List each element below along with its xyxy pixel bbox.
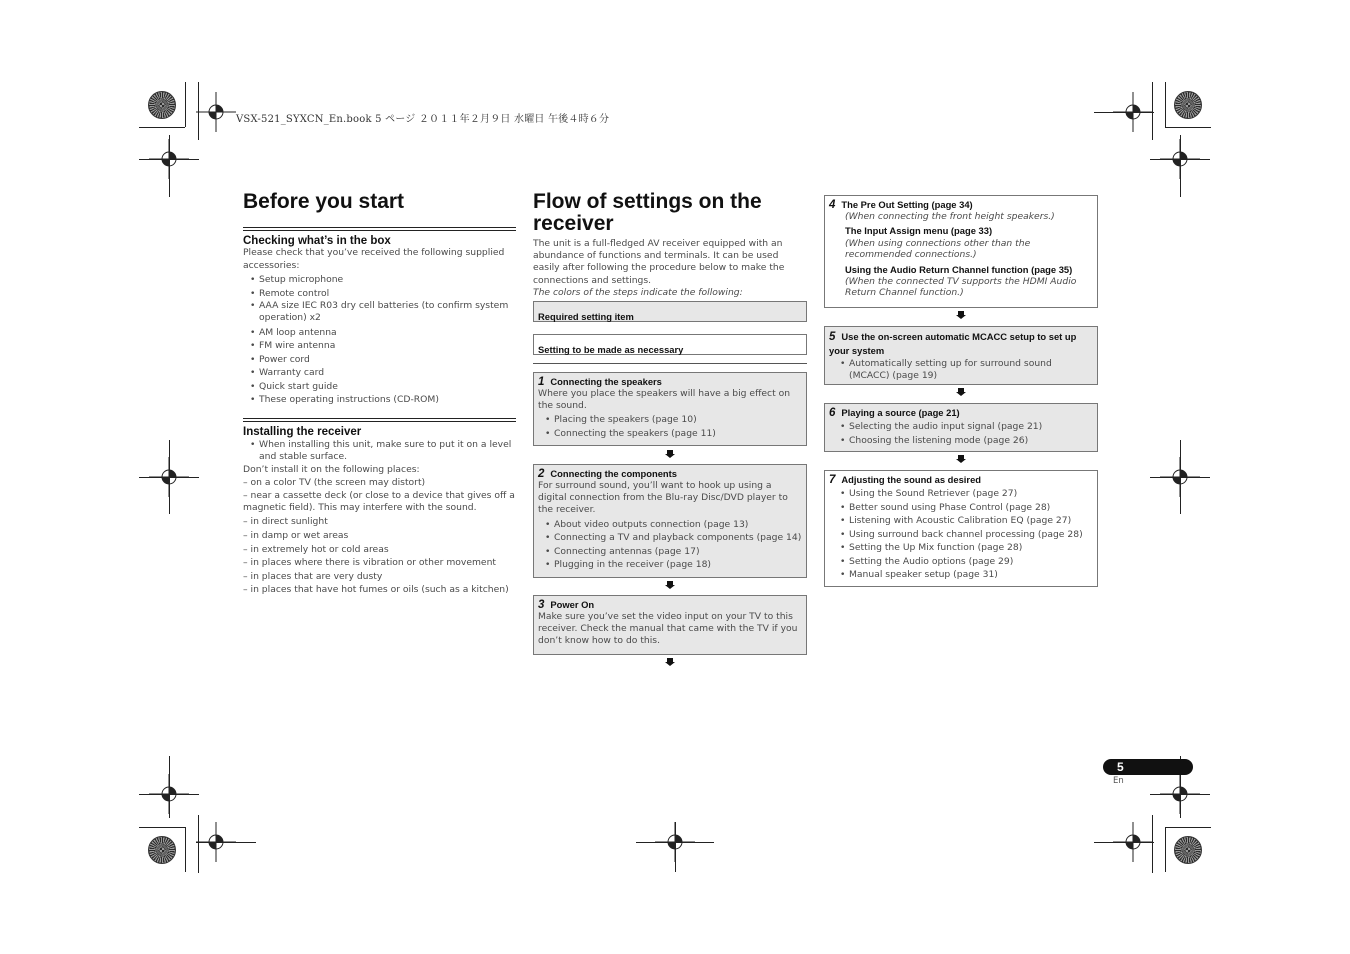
step-number: 3 [538,599,545,611]
list-item: • Connecting antennas (page 17) [554,545,802,559]
step-note: (When the connected TV supports the HDMI Audio Return Channel function.) [845,276,1077,298]
step-2 [533,464,807,578]
step-6 [824,403,1098,452]
step-title: Power On [550,599,595,610]
color-rosette-icon [148,836,176,864]
step-5 [824,326,1098,385]
step-note: (When connecting the front height speakers.) [845,211,1055,222]
step-list [538,413,802,440]
step-number: 1 [538,376,545,388]
step-title: Adjusting the sound as desired [841,474,982,485]
section-rule [243,418,516,422]
registration-target-icon [196,92,236,132]
step-title: Connecting the components [550,468,677,479]
list-item: • Selecting the audio input signal (page 21) [849,420,1093,434]
colors-note: The colors of the steps indicate the following: [533,286,743,298]
step-list [829,358,1093,382]
list-item: • Warranty card [259,366,516,380]
list-item: • Setting the Audio options (page 29) [849,555,1093,569]
color-rosette-icon [148,91,176,119]
legend-optional-label: Setting to be made as necessary [538,344,684,355]
install-bullet [243,439,516,463]
step-text: Where you place the speakers will have a big effect on the sound. [538,388,791,412]
list-item: • Placing the speakers (page 10) [554,413,802,427]
flow-title-line2: receiver [533,212,614,235]
step-number: 2 [538,468,545,480]
list-item: • FM wire antenna [259,339,516,353]
page-title: Before you start [243,190,405,213]
list-item: • AM loop antenna [259,326,516,340]
install-place: – in extremely hot or cold areas [243,543,389,555]
list-item: • Using surround back channel processing (page 28) [849,528,1093,542]
step-number: 6 [829,407,836,419]
list-item: • Power cord [259,353,516,367]
accessory-list [243,273,516,407]
list-item: • Quick start guide [259,380,516,394]
install-place: – in damp or wet areas [243,529,349,541]
install-place: – in places that have hot fumes or oils (such as a kitchen) [243,584,509,596]
legend-optional [533,334,807,355]
left-column [243,191,516,597]
middle-column-header [533,191,807,299]
step-list [538,518,802,572]
install-place: – in direct sunlight [243,516,328,528]
install-place: – on a color TV (the screen may distort) [243,477,426,489]
step-number: 4 [829,199,836,211]
list-item: • Automatically setting up for surround sound (MCACC) (page 19) [849,358,1093,382]
list-item: • When installing this unit, make sure to put it on a level and stable surface. [259,439,516,463]
list-item: • Setup microphone [259,273,516,287]
legend-required [533,301,807,322]
step-number: 7 [829,474,836,486]
step-number: 5 [829,331,836,343]
page-number: 5 [1117,760,1124,774]
install-place: – in places where there is vibration or other movement [243,557,497,569]
step-subtitle: The Input Assign menu (page 33) [845,225,993,236]
file-stamp: VSX-521_SYXCN_En.book 5 ページ ２０１１年２月９日 水曜日 午後４時６分 [236,114,610,125]
flow-intro: The unit is a full-fledged AV receiver equipped with an abundance of functions and terminals. It can be used easily after following the procedure below to make the connections and settings. [533,238,785,286]
list-item: • Setting the Up Mix function (page 28) [849,541,1093,555]
install-place: – in places that are very dusty [243,570,383,582]
step-list [829,420,1093,447]
list-item: • Connecting the speakers (page 11) [554,427,802,441]
flow-title-line1: Flow of settings on the [533,190,762,213]
list-item: • About video outputs connection (page 13) [554,518,802,532]
color-rosette-icon [1174,91,1202,119]
step-list [829,487,1093,582]
step-text: For surround sound, you’ll want to hook up using a digital connection from the Blu-ray Disc/DVD player to the receiver. [538,480,788,516]
list-item: • These operating instructions (CD-ROM) [259,393,516,407]
legend-required-label: Required setting item [538,311,634,322]
list-item: • Plugging in the receiver (page 18) [554,558,802,572]
box-intro: Please check that you’ve received the following supplied accessories: [243,247,505,271]
color-rosette-icon [1174,836,1202,864]
list-item: • Manual speaker setup (page 31) [849,568,1093,582]
list-item: • Listening with Acoustic Calibration EQ (page 27) [849,514,1093,528]
step-title: Use the on-screen automatic MCACC setup to set up your system [829,331,1077,356]
step-note: (When using connections other than the recommended connections.) [845,238,1031,260]
install-place: – near a cassette deck (or close to a device that gives off a magnetic field). This may interfere with the sound. [243,489,515,513]
step-subtitle: The Pre Out Setting (page 34) [841,199,973,210]
step-7 [824,470,1098,587]
list-item: • Choosing the listening mode (page 26) [849,434,1093,448]
install-intro: Don’t install it on the following places: [243,463,420,475]
section-heading-install: Installing the receiver [243,425,362,438]
section-rule [243,227,516,231]
step-4 [824,195,1098,308]
list-item: • Remote control [259,287,516,301]
step-3 [533,595,807,655]
step-text: Make sure you’ve set the video input on your TV to this receiver. Check the manual that came with the TV if you don’t know how to do this. [538,611,798,647]
step-title: Playing a source (page 21) [841,407,960,418]
step-subtitle: Using the Audio Return Channel function (page 35) [845,264,1073,275]
page-language: En [1113,776,1124,786]
step-title: Connecting the speakers [550,376,662,387]
list-item: • AAA size IEC R03 dry cell batteries (to confirm system operation) x2 [259,300,516,324]
section-heading-box: Checking what’s in the box [243,235,391,247]
list-item: • Better sound using Phase Control (page 28) [849,501,1093,515]
list-item: • Connecting a TV and playback components (page 14) [554,531,802,545]
list-item: • Using the Sound Retriever (page 27) [849,487,1093,501]
step-1 [533,372,807,446]
